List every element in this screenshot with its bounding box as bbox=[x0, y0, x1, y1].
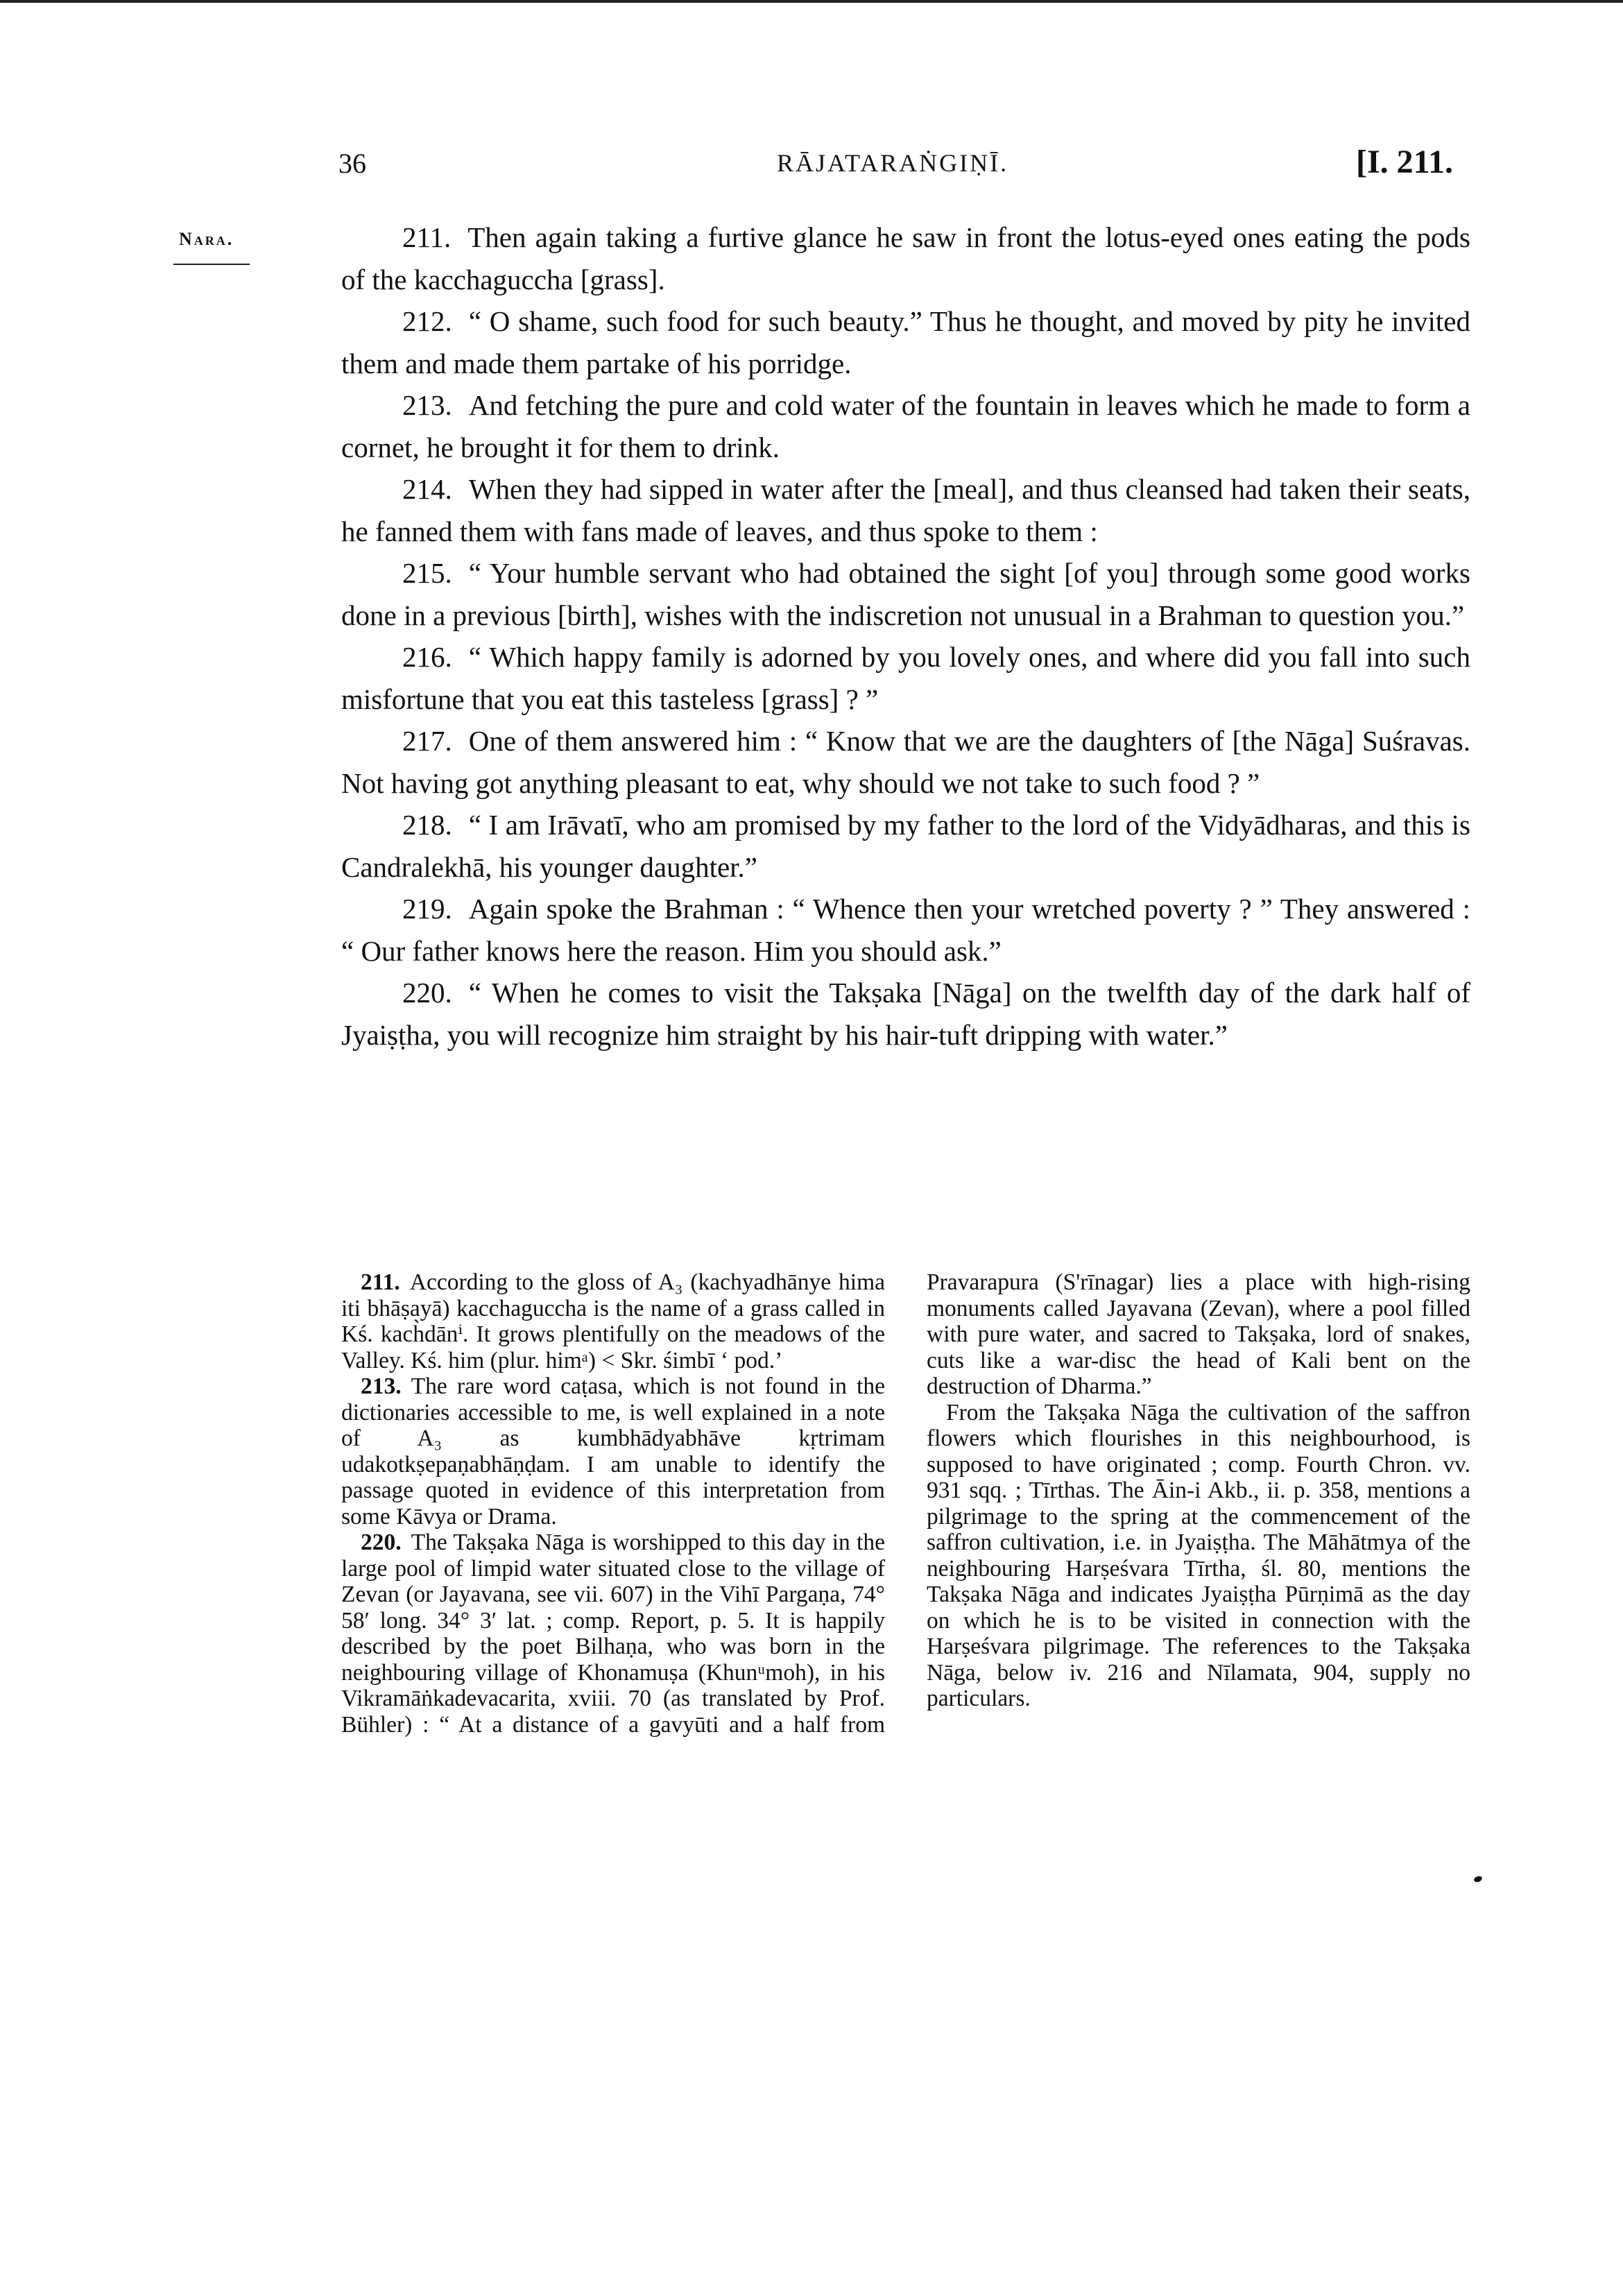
margin-side-note: Nara. bbox=[179, 229, 234, 249]
verse-text: And fetching the pure and cold water of the fountain in leaves which he made to form a cornet, he brought it for them to drink. bbox=[341, 389, 1470, 463]
verse-text: Then again taking a furtive glance he saw in front the lotus-eyed ones eating the pods of the kacchaguccha [grass]. bbox=[341, 221, 1470, 295]
top-border-rule bbox=[0, 0, 1623, 3]
verse-text-body bbox=[341, 216, 1470, 1056]
footnote bbox=[927, 1400, 1470, 1712]
verse-number: 215. bbox=[402, 557, 452, 589]
verse-number: 216. bbox=[402, 641, 452, 673]
footnote-number: 211. bbox=[361, 1269, 400, 1295]
verse-paragraph bbox=[341, 552, 1470, 636]
verse-paragraph bbox=[341, 468, 1470, 552]
footnote bbox=[341, 1373, 885, 1530]
page-number: 36 bbox=[338, 148, 366, 179]
verse-number: 219. bbox=[402, 893, 452, 925]
verse-text: “ When he comes to visit the Takṣaka [Nāga] on the twelfth day of the dark half of Jyaiṣṭha, you will recognize him straight by his hair-tuft dripping with water.” bbox=[341, 977, 1470, 1051]
verse-number: 220. bbox=[402, 977, 452, 1009]
verse-text: When they had sipped in water after the [meal], and thus cleansed had taken their seats, he fanned them with fans made of leaves, and thus spoke to them : bbox=[341, 473, 1470, 547]
verse-text: Again spoke the Brahman : “ Whence then your wretched poverty ? ” They answered : “ Our father knows here the reason. Him you should ask.” bbox=[341, 893, 1470, 967]
verse-text: One of them answered him : “ Know that we are the daughters of [the Nāga] Suśravas. Not having got anything pleasant to eat, why should we not take to such food ? ” bbox=[341, 725, 1470, 799]
verse-paragraph bbox=[341, 888, 1470, 972]
footnote-text: The Takṣaka Nāga is worshipped to this day in the large pool of limpid water situated close to the village of Zevan (or Jayavana, see vii. 607) in the Vihī Pargaṇa, 74° 58′ long. 34° 3′ lat. ; comp. Report, p. 5. It is happily described by the poet Bilhaṇa, who was born in the neighbouring village of Khonamuṣa (Khunᵘmoh), in his Vikramāṅkadevacarita, xviii. 70 (as translated by Prof. Bühler) : “ At a distance of a gavyūti and a half from Pravarapura (S'rīnagar) lies a place with high-rising monuments called Jayavana (Zevan), where a pool filled with pure water, and sacred to Takṣaka, lord of snakes, cuts like a war-disc the head of Kali bent on the destruction of Dharma.” bbox=[341, 1269, 1470, 1738]
running-title: RĀJATARAṄGIṆĪ. bbox=[777, 149, 1009, 177]
verse-number: 218. bbox=[402, 809, 452, 841]
ink-spot bbox=[1473, 1875, 1483, 1883]
verse-number: 213. bbox=[402, 389, 452, 421]
footnote-text: According to the gloss of A₃ (kachyadhānye hima iti bhāṣayā) kacchaguccha is the name of a grass called in Kś. kach̀dānⁱ. It grows plentifully on the meadows of the Valley. Kś. him (plur. himᵃ) < Skr. śimbī ‘ pod.’ bbox=[341, 1269, 885, 1373]
footnote bbox=[341, 1269, 885, 1373]
footnote-number: 220. bbox=[361, 1530, 402, 1555]
footnote-text: From the Takṣaka Nāga the cultivation of the saffron flowers which flourishes in this neighbourhood, is supposed to have originated ; comp. Fourth Chron. vv. 931 sqq. ; Tīrthas. The Āin-i Akb., ii. p. 358, mentions a pilgrimage to the spring at the commencement of the saffron cultivation, i.e. in Jyaiṣṭha. The Māhātmya of the neighbouring Harṣeśvara Tīrtha, śl. 80, mentions the Takṣaka Nāga and indicates Jyaiṣṭha Pūrṇimā as the day on which he is to be visited in connection with the Harṣeśvara pilgrimage. The references to the Takṣaka Nāga, below iv. 216 and Nīlamata, 904, supply no particulars. bbox=[927, 1399, 1470, 1711]
footnotes-section bbox=[341, 1269, 1470, 1738]
footnote-number: 213. bbox=[361, 1373, 402, 1399]
verse-paragraph bbox=[341, 300, 1470, 384]
verse-text: “ I am Irāvatī, who am promised by my father to the lord of the Vidyādharas, and this is Candralekhā, his younger daughter.” bbox=[341, 809, 1470, 883]
verse-paragraph bbox=[341, 636, 1470, 720]
verse-reference: [I. 211. bbox=[1356, 144, 1454, 180]
verse-paragraph bbox=[341, 804, 1470, 888]
verse-paragraph bbox=[341, 216, 1470, 300]
verse-number: 211. bbox=[402, 221, 452, 253]
verse-text: “ Your humble servant who had obtained the sight [of you] through some good works done in a previous [birth], wishes with the indiscretion not unusual in a Brahman to question you.” bbox=[341, 557, 1470, 631]
verse-number: 217. bbox=[402, 725, 452, 757]
verse-number: 214. bbox=[402, 473, 452, 505]
verse-paragraph bbox=[341, 720, 1470, 804]
verse-text: “ Which happy family is adorned by you lovely ones, and where did you fall into such misfortune that you eat this tasteless [grass] ? ” bbox=[341, 641, 1470, 715]
verse-paragraph bbox=[341, 972, 1470, 1056]
verse-number: 212. bbox=[402, 305, 452, 337]
verse-paragraph bbox=[341, 384, 1470, 468]
verse-text: “ O shame, such food for such beauty.” Thus he thought, and moved by pity he invited them and made them partake of his porridge. bbox=[341, 305, 1470, 379]
margin-rule bbox=[173, 264, 250, 265]
footnote-text: The rare word caṭasa, which is not found in the dictionaries accessible to me, is well explained in a note of A₃ as kumbhādyabhāve kṛtrimam udakotkṣepaṇabhāṇḍam. I am unable to identify the passage quoted in evidence of this interpretation from some Kāvya or Drama. bbox=[341, 1373, 885, 1530]
